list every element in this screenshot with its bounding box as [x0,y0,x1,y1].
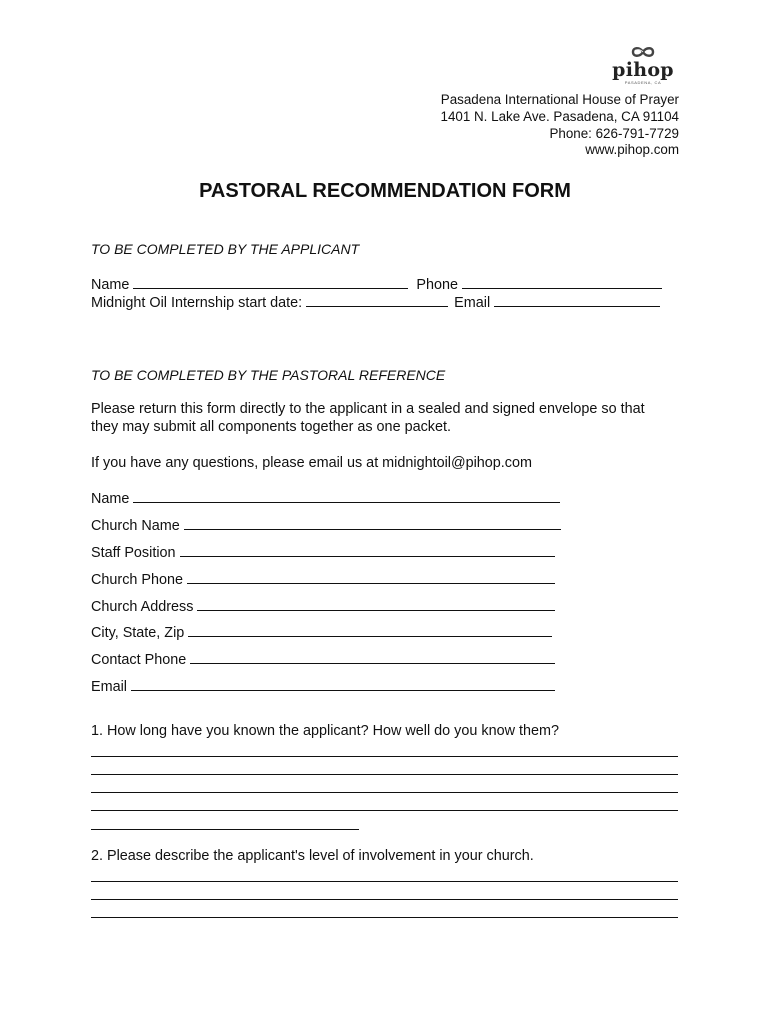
question-1-answer-line[interactable] [91,810,678,811]
question-1-text: 1. How long have you known the applicant? How well do you know them? [91,723,559,739]
applicant-section-heading: TO BE COMPLETED BY THE APPLICANT [91,241,360,257]
reference-name-input[interactable] [133,490,560,503]
form-title: PASTORAL RECOMMENDATION FORM [199,180,571,202]
reference-field-staff-position [91,544,555,561]
applicant-email-label: Email [454,295,491,311]
logo-subtitle: PASADENA, CA [624,80,662,85]
contact-phone-input[interactable] [190,651,555,664]
reference-field-church-address [91,598,555,615]
field-label: City, State, Zip [91,625,185,641]
instructions-line-1: Please return this form directly to the applicant in a sealed and signed envelope so that [91,401,645,417]
logo-wordmark: pihop [612,59,674,81]
field-label: Church Address [91,599,194,615]
question-1-answer-line[interactable] [91,792,678,793]
reference-field-church-name [91,517,561,534]
question-1-answer-line[interactable] [91,756,678,757]
reference-field-name [91,490,560,507]
question-1-answer-line[interactable] [91,774,678,775]
field-label: Church Phone [91,572,184,588]
field-label: Name [91,491,130,507]
org-phone: Phone: 626-791-7729 [549,125,679,141]
staff-position-input[interactable] [180,544,555,557]
org-website[interactable]: www.pihop.com [585,142,679,158]
question-2-answer-line[interactable] [91,899,678,900]
question-2-answer-line[interactable] [91,881,678,882]
applicant-start-date-row [91,294,660,311]
organization-address-block [441,92,680,159]
applicant-name-row [91,276,662,293]
org-address: 1401 N. Lake Ave. Pasadena, CA 91104 [440,108,679,124]
city-state-zip-input[interactable] [188,624,552,637]
reference-email-input[interactable] [131,678,555,691]
applicant-email-field[interactable] [494,294,660,307]
applicant-phone-field[interactable] [462,276,662,289]
field-label: Contact Phone [91,652,187,668]
reference-field-email [91,678,555,695]
questions-contact-note: If you have any questions, please email us at midnightoil@pihop.com [91,455,532,471]
field-label: Church Name [91,518,180,534]
infinity-logo-icon [629,44,657,60]
start-date-field[interactable] [306,294,448,307]
reference-field-contact-phone [91,651,555,668]
applicant-phone-label: Phone [416,277,459,293]
applicant-name-label: Name [91,277,130,293]
reference-field-church-phone [91,571,555,588]
church-phone-input[interactable] [187,571,555,584]
applicant-name-field[interactable] [133,276,408,289]
start-date-label: Midnight Oil Internship start date: [91,295,303,311]
pihop-logo [608,44,678,86]
question-2-text: 2. Please describe the applicant's level of involvement in your church. [91,848,534,864]
question-2-answer-line[interactable] [91,917,678,918]
org-name: Pasadena International House of Prayer [440,92,679,107]
church-address-input[interactable] [197,598,555,611]
reference-field-city-state-zip [91,624,552,641]
reference-section-heading: TO BE COMPLETED BY THE PASTORAL REFERENCE [91,367,446,383]
instructions-line-2: they may submit all components together as one packet. [91,419,451,435]
question-1-answer-line[interactable] [91,829,359,830]
field-label: Staff Position [91,545,176,561]
church-name-input[interactable] [184,517,561,530]
field-label: Email [91,679,127,695]
